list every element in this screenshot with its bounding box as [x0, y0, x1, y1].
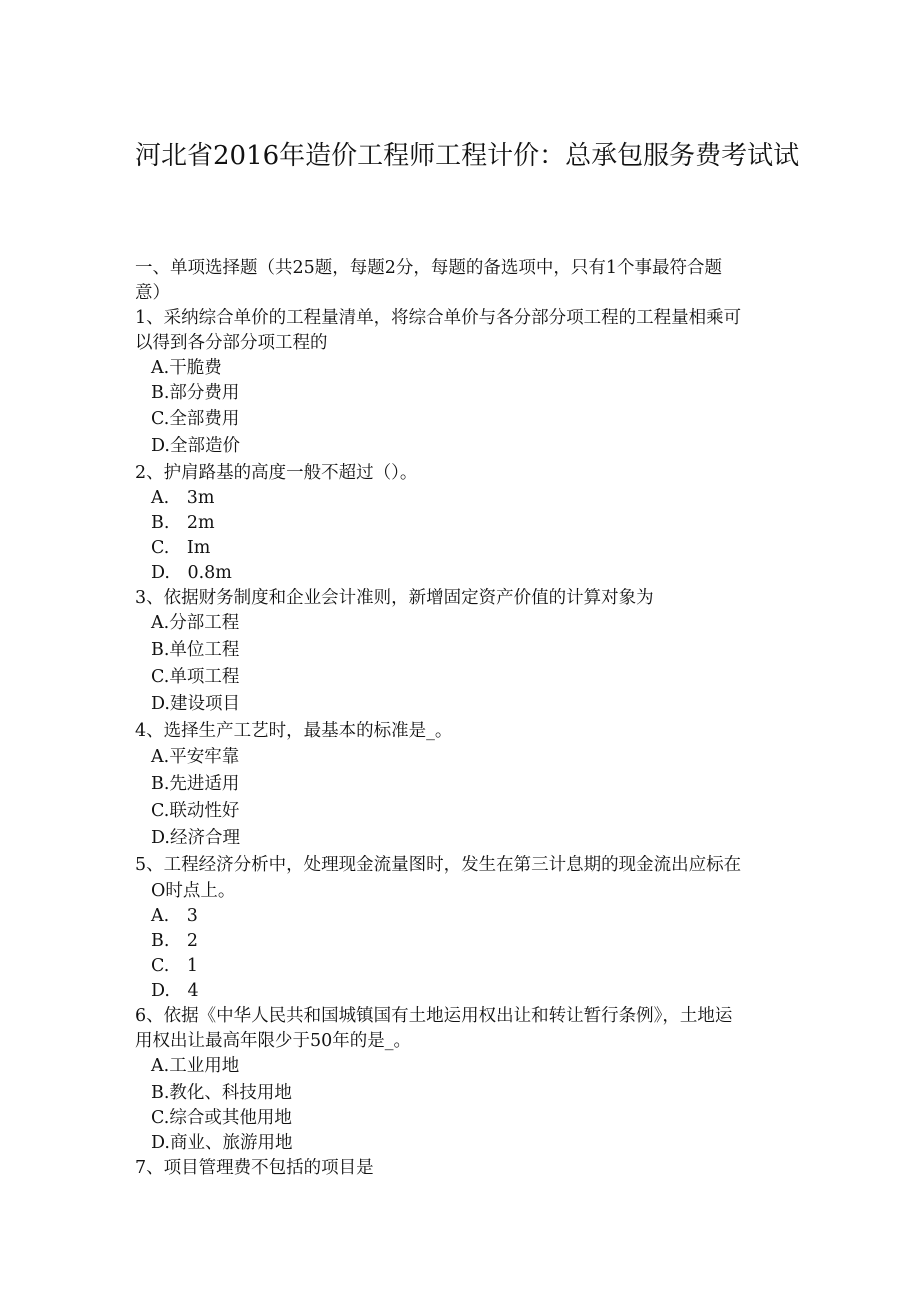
question-1-option-d: D.全部造价 — [151, 436, 240, 456]
question-6-line-1: 6、依据《中华人民共和国城镇国有土地运用权出让和转让暂行条例》，土地运 — [135, 1006, 733, 1026]
question-6-option-c: C.综合或其他用地 — [151, 1108, 292, 1128]
question-3-option-a: A.分部工程 — [151, 613, 240, 633]
question-4-option-c: C.联动性好 — [151, 801, 240, 821]
question-6-option-d: D.商业、旅游用地 — [151, 1133, 293, 1153]
question-6-option-a: A.工业用地 — [151, 1056, 240, 1076]
document-title: 河北省2016年造价工程师工程计价：总承包服务费考试试 — [135, 141, 800, 171]
question-3-option-d: D.建设项目 — [151, 694, 240, 714]
question-7-line-1: 7、项目管理费不包括的项目是 — [135, 1158, 374, 1178]
question-3-option-b: B.单位工程 — [151, 640, 240, 660]
question-5-option-d: D. 4 — [151, 981, 199, 1001]
question-6-option-b: B.教化、科技用地 — [151, 1083, 292, 1103]
question-1-option-b: B.部分费用 — [151, 383, 240, 403]
question-1-option-c: C.全部费用 — [151, 409, 240, 429]
question-3-line-1: 3、依据财务制度和企业会计准则，新增固定资产价值的计算对象为 — [135, 588, 654, 608]
question-3-option-c: C.单项工程 — [151, 667, 240, 687]
question-2-line-1: 2、护肩路基的高度一般不超过（）。 — [135, 463, 418, 483]
section-heading-line-1: 一、单项选择题（共25题，每题2分，每题的备选项中，只有1个事最符合题 — [135, 258, 723, 278]
question-1-option-a: A.干脆费 — [151, 358, 222, 378]
question-2-option-b: B. 2m — [151, 513, 215, 533]
question-5-line-2: O时点上。 — [151, 881, 236, 901]
question-1-line-1: 1、采纳综合单价的工程量清单，将综合单价与各分部分项工程的工程量相乘可 — [135, 308, 742, 328]
question-4-option-a: A.平安牢靠 — [151, 747, 240, 767]
question-6-line-2: 用权出让最高年限少于50年的是_。 — [135, 1031, 412, 1051]
question-4-option-d: D.经济合理 — [151, 828, 240, 848]
question-5-option-a: A. 3 — [151, 906, 198, 926]
question-1-line-2: 以得到各分部分项工程的 — [135, 333, 328, 353]
section-heading-line-2: 意） — [135, 283, 170, 303]
question-2-option-a: A. 3m — [151, 488, 215, 508]
question-4-option-b: B.先进适用 — [151, 774, 240, 794]
question-5-option-b: B. 2 — [151, 931, 199, 951]
question-5-option-c: C. 1 — [151, 956, 198, 976]
question-2-option-d: D. 0.8m — [151, 563, 232, 583]
question-4-line-1: 4、选择生产工艺时，最基本的标准是_。 — [135, 721, 453, 741]
question-5-line-1: 5、工程经济分析中，处理现金流量图时，发生在第三计息期的现金流出应标在 — [135, 855, 742, 875]
question-2-option-c: C. Im — [151, 538, 211, 558]
